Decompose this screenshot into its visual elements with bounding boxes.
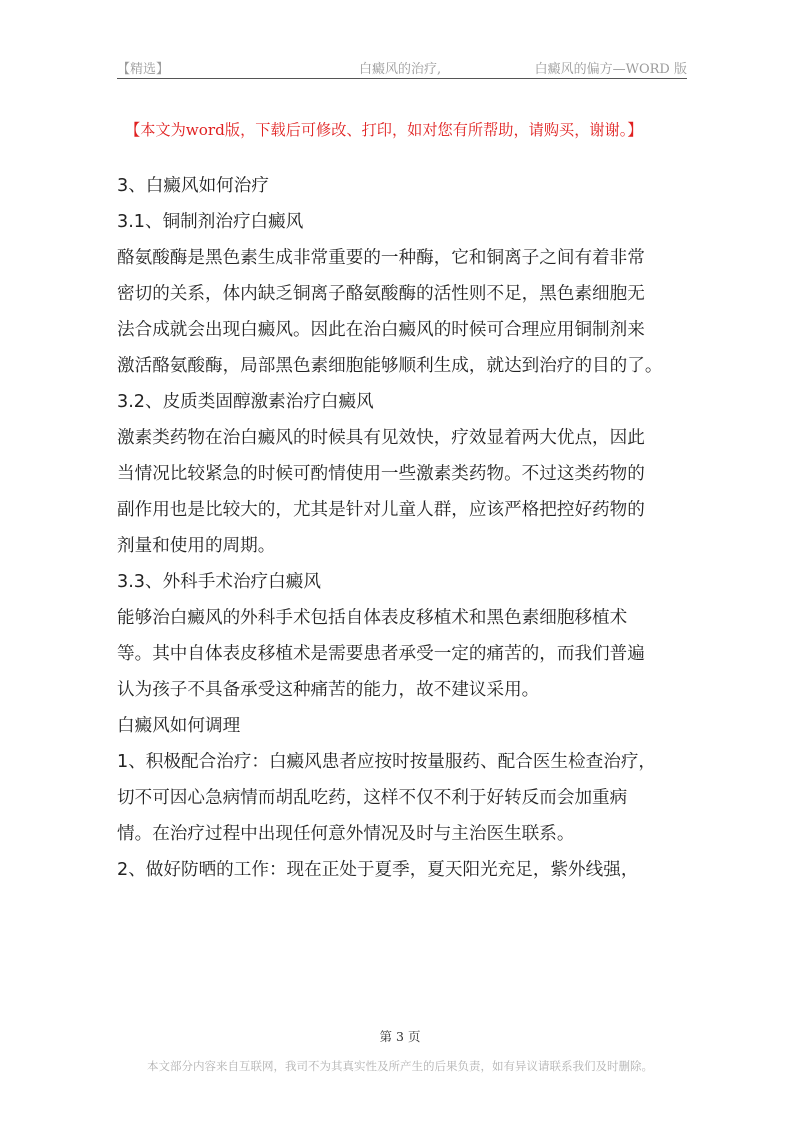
- body-line: 激素类药物在治白癜风的时候具有见效快，疗效显着两大优点，因此: [117, 428, 645, 448]
- body-line: 2、做好防晒的工作：现在正处于夏季，夏天阳光充足，紫外线强，: [117, 860, 639, 880]
- body-line: 切不可因心急病情而胡乱吃药，这样不仅不利于好转反而会加重病: [117, 788, 628, 808]
- body-line: 剂量和使用的周期。: [117, 536, 276, 556]
- subsection-heading: 3.1、铜制剂治疗白癜风: [117, 212, 304, 232]
- body-line: 情。在治疗过程中出现任何意外情况及时与主治医生联系。: [117, 824, 575, 844]
- subsection-heading: 3.3、外科手术治疗白癜风: [117, 572, 321, 592]
- body-line: 副作用也是比较大的，尤其是针对儿童人群，应该严格把控好药物的: [117, 500, 645, 520]
- body-line: 能够治白癜风的外科手术包括自体表皮移植术和黑色素细胞移植术: [117, 608, 628, 628]
- body-line: 激活酪氨酸酶，局部黑色素细胞能够顺利生成，就达到治疗的目的了。: [117, 356, 663, 376]
- section-heading: 3、白癜风如何治疗: [117, 176, 269, 196]
- body-line: 酪氨酸酶是黑色素生成非常重要的一种酶，它和铜离子之间有着非常: [117, 248, 645, 268]
- document-body: [117, 168, 692, 888]
- section-heading: 白癜风如何调理: [117, 716, 241, 736]
- page-header: [117, 54, 687, 79]
- body-line: 当情况比较紧急的时候可酌情使用一些激素类药物。不过这类药物的: [117, 464, 645, 484]
- disclaimer-note: 本文部分内容来自互联网，我司不为其真实性及所产生的后果负责，如有异议请联系我们及时删除。: [147, 1059, 653, 1073]
- header-middle-title: 白癜风的治疗,: [359, 62, 442, 77]
- body-line: 等。其中自体表皮移植术是需要患者承受一定的痛苦的，而我们普遍: [117, 644, 645, 664]
- body-line: 密切的关系，体内缺乏铜离子酪氨酸酶的活性则不足，黑色素细胞无: [117, 284, 645, 304]
- body-line: 法合成就会出现白癜风。因此在治白癜风的时候可合理应用铜制剂来: [117, 320, 645, 340]
- purchase-notice: 【本文为word版，下载后可修改、打印，如对您有所帮助，请购买，谢谢。】: [125, 121, 643, 139]
- header-right-title: 白癜风的偏方—WORD 版: [534, 62, 687, 77]
- subsection-heading: 3.2、皮质类固醇激素治疗白癜风: [117, 392, 374, 412]
- body-line: 1、积极配合治疗：白癜风患者应按时按量服药、配合医生检查治疗，: [117, 752, 657, 772]
- page-number: 第 3 页: [379, 1029, 421, 1044]
- body-line: 认为孩子不具备承受这种痛苦的能力，故不建议采用。: [117, 680, 540, 700]
- header-left-label: 【精选】: [117, 62, 170, 77]
